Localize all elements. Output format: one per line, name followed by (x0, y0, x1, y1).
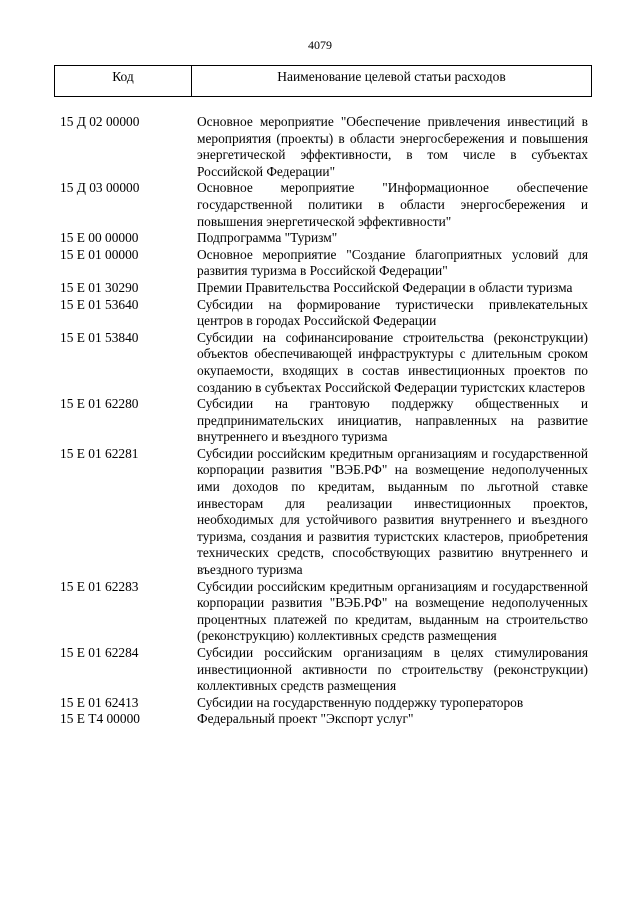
row-code: 15 Е 01 53840 (60, 329, 139, 345)
row-description: Подпрограмма "Туризм" (197, 230, 338, 246)
row-description: Субсидии российским организациям в целях стимулирования инвестиционной активности по строительству (реконструкции) коллективных средств размещения (197, 645, 588, 694)
row-code: 15 Е 01 62281 (60, 445, 139, 461)
table-row (60, 247, 588, 280)
row-description: Премии Правительства Российской Федерации в области туризма (197, 279, 573, 295)
row-code: 15 Д 03 00000 (60, 180, 140, 196)
table-body (60, 114, 588, 728)
table-row (60, 579, 588, 645)
row-code: 15 Д 02 00000 (60, 114, 140, 129)
table-row (60, 280, 588, 297)
row-code: 15 Е 01 30290 (60, 279, 139, 295)
row-description: Субсидии на государственную поддержку туроператоров (197, 694, 524, 710)
header-name: Наименование целевой статьи расходов (277, 69, 506, 84)
table-row (60, 446, 588, 579)
row-code: 15 Е 01 62413 (60, 694, 139, 710)
row-description: Субсидии на грантовую поддержку общественных и предпринимательских инициатив, направленных на развитие внутреннего и въездного туризма (197, 396, 588, 445)
row-code: 15 Е 01 00000 (60, 246, 139, 262)
row-description: Субсидии на софинансирование строительства (реконструкции) объектов обеспечивающей инфраструктуры с длительным сроком окупаемости, входящих в состав инвестиционных проектов по созданию в субъектах Российской Федерации туристских кластеров (197, 329, 588, 395)
row-description: Субсидии российским кредитным организациям и государственной корпорации развития "ВЭБ.РФ" на возмещение недополученных процентных платежей по кредитам, выданным на строительство (реконструкцию) коллективных средств размещения (197, 578, 588, 644)
table-row (60, 297, 588, 330)
row-description: Основное мероприятие "Обеспечение привлечения инвестиций в мероприятия (проекты) в области энергосбережения и повышения энергетической эффективности, в том числе в субъектах Российской Федерации" (197, 114, 588, 179)
row-code: 15 Е 01 62284 (60, 645, 139, 660)
row-code: 15 Е 01 62283 (60, 578, 139, 594)
table-row (60, 230, 588, 247)
row-description: Основное мероприятие "Информационное обеспечение государственной политики в области энергосбережения и повышения энергетической эффективности" (197, 180, 588, 229)
table-row (60, 711, 588, 728)
row-code: 15 Е Т4 00000 (60, 711, 140, 727)
table-row (60, 114, 588, 180)
table-header (54, 65, 592, 97)
row-code: 15 Е 01 62280 (60, 396, 139, 412)
table-row (60, 695, 588, 712)
table-row (60, 396, 588, 446)
table-row (60, 330, 588, 396)
table-row (60, 180, 588, 230)
row-code: 15 Е 00 00000 (60, 230, 139, 246)
table-row (60, 645, 588, 695)
row-code: 15 Е 01 53640 (60, 296, 139, 312)
page-number: 4079 (308, 38, 332, 52)
row-description: Субсидии российским кредитным организациям и государственной корпорации развития "ВЭБ.РФ" на возмещение недополученных ими доходов по кредитам, выданным по льготной ставке инвесторам для реализации инвестиционных проектов, необходимых для устойчивого развития внутреннего и въездного туризма, создания и развития туристских кластеров, приобретения технических средств, способствующих развитию внутреннего и въездного туризма (197, 445, 588, 578)
row-description: Федеральный проект "Экспорт услуг" (197, 711, 414, 727)
header-code: Код (55, 66, 192, 96)
row-description: Основное мероприятие "Создание благоприятных условий для развития туризма в Российской Федерации" (197, 246, 588, 279)
row-description: Субсидии на формирование туристически привлекательных центров в городах Российской Федерации (197, 296, 588, 329)
